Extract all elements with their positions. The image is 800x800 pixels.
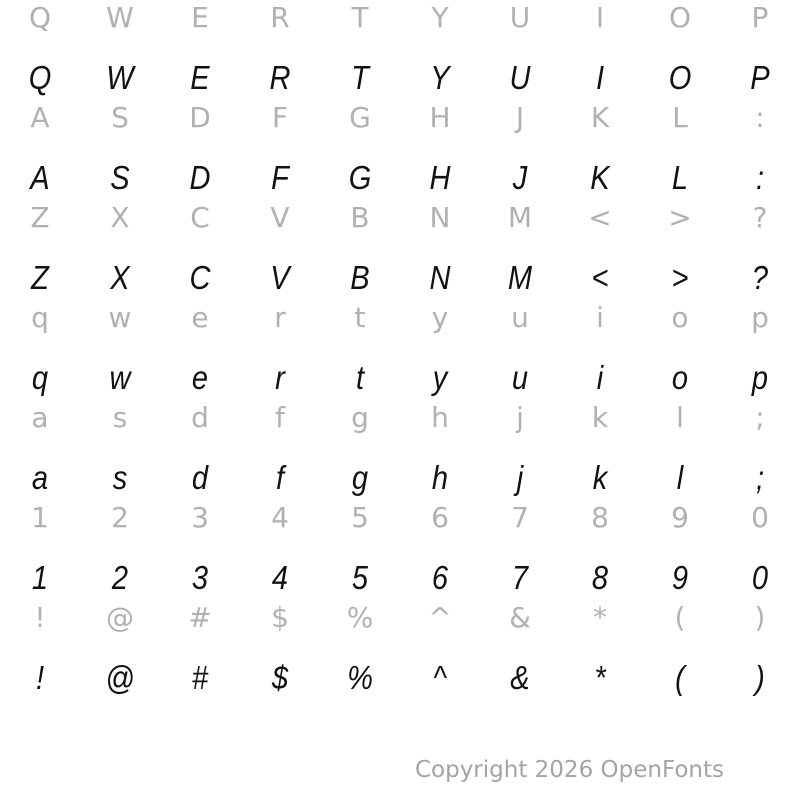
glyph-cell: 8 — [591, 559, 609, 596]
glyph-cell: I — [595, 0, 605, 34]
glyph-cell: S — [110, 159, 130, 196]
glyph-cell: $ — [271, 659, 289, 696]
glyph-cell: 1 — [31, 559, 49, 596]
glyph-cell: 2 — [111, 500, 129, 534]
glyph-cell: R — [270, 0, 290, 34]
glyph-cell: s — [112, 459, 128, 496]
glyph-cell: H — [429, 159, 451, 196]
glyph-cell: 2 — [111, 559, 129, 596]
glyph-cell: 5 — [351, 500, 369, 534]
glyph-cell: 4 — [271, 500, 289, 534]
glyph-cell: ) — [755, 659, 765, 696]
glyph-cell: l — [676, 400, 684, 434]
glyph-cell: ; — [755, 400, 765, 434]
glyph-cell: u — [511, 300, 529, 334]
glyph-cell: F — [271, 159, 289, 196]
glyph-cell: 7 — [511, 500, 529, 534]
glyph-cell: N — [429, 259, 451, 296]
glyph-cell: U — [509, 0, 531, 34]
glyph-cell: w — [109, 359, 131, 396]
glyph-cell: W — [106, 59, 134, 96]
glyph-cell: ) — [754, 600, 766, 634]
glyph-cell: 0 — [751, 500, 769, 534]
char-row-digits-reference — [0, 497, 800, 537]
glyph-cell: < — [588, 200, 612, 234]
glyph-cell: 6 — [431, 500, 449, 534]
glyph-cell: @ — [106, 600, 134, 634]
glyph-cell: ! — [34, 600, 46, 634]
glyph-cell: i — [596, 300, 604, 334]
glyph-cell: P — [750, 59, 770, 96]
glyph-cell: k — [591, 400, 609, 434]
glyph-cell: F — [271, 100, 289, 134]
glyph-cell: H — [429, 100, 451, 134]
glyph-cell: C — [189, 259, 211, 296]
glyph-cell: p — [751, 300, 769, 334]
glyph-cell: D — [189, 159, 211, 196]
glyph-cell: 7 — [511, 559, 529, 596]
glyph-cell: w — [108, 300, 132, 334]
char-row-lowercase-home-specimen — [0, 456, 800, 500]
glyph-cell: R — [269, 59, 291, 96]
glyph-cell: D — [189, 100, 211, 134]
glyph-cell: O — [668, 59, 692, 96]
glyph-cell: @ — [105, 659, 135, 696]
char-row-uppercase-home-reference — [0, 97, 800, 137]
glyph-cell: 3 — [191, 559, 209, 596]
glyph-cell: Y — [431, 0, 449, 34]
glyph-cell: o — [671, 359, 689, 396]
glyph-cell: g — [351, 459, 369, 496]
glyph-cell: y — [431, 300, 449, 334]
glyph-cell: 9 — [671, 500, 689, 534]
glyph-cell: B — [350, 200, 370, 234]
glyph-cell: j — [516, 400, 524, 434]
glyph-cell: I — [595, 59, 605, 96]
glyph-cell: ? — [752, 200, 768, 234]
glyph-cell: ( — [674, 600, 686, 634]
glyph-cell: r — [274, 300, 286, 334]
glyph-cell: # — [191, 659, 209, 696]
glyph-cell: C — [190, 200, 210, 234]
char-row-uppercase-home-specimen — [0, 156, 800, 200]
glyph-cell: a — [31, 400, 49, 434]
glyph-cell: Z — [31, 259, 49, 296]
glyph-cell: ; — [755, 459, 765, 496]
glyph-cell: a — [31, 459, 49, 496]
glyph-cell: h — [431, 459, 449, 496]
glyph-cell: L — [671, 159, 689, 196]
glyph-cell: T — [351, 59, 369, 96]
glyph-cell: i — [596, 359, 604, 396]
glyph-cell: j — [516, 459, 524, 496]
glyph-cell: g — [351, 400, 369, 434]
glyph-cell: % — [346, 600, 374, 634]
char-row-digits-specimen — [0, 556, 800, 600]
glyph-cell: E — [191, 0, 209, 34]
glyph-cell: K — [590, 159, 610, 196]
glyph-cell: U — [509, 59, 531, 96]
char-row-symbols-specimen — [0, 656, 800, 700]
glyph-cell: P — [751, 0, 769, 34]
glyph-cell: $ — [271, 600, 289, 634]
glyph-cell: * — [593, 600, 607, 634]
glyph-cell: : — [755, 100, 765, 134]
glyph-cell: & — [510, 659, 530, 696]
glyph-cell: t — [354, 300, 366, 334]
glyph-cell: G — [348, 159, 372, 196]
glyph-cell: h — [431, 400, 449, 434]
char-row-symbols-reference — [0, 597, 800, 637]
glyph-cell: e — [191, 300, 209, 334]
glyph-cell: M — [507, 200, 533, 234]
glyph-cell: Y — [430, 59, 450, 96]
char-row-uppercase-top-specimen — [0, 56, 800, 100]
glyph-cell: k — [592, 459, 608, 496]
glyph-cell: G — [349, 100, 371, 134]
glyph-cell: T — [351, 0, 369, 34]
char-row-uppercase-top-reference — [0, 0, 800, 37]
glyph-cell: X — [110, 259, 130, 296]
glyph-cell: d — [191, 400, 209, 434]
glyph-cell: % — [347, 659, 373, 696]
glyph-cell: L — [672, 100, 688, 134]
glyph-cell: e — [191, 359, 209, 396]
char-row-lowercase-top-specimen — [0, 356, 800, 400]
glyph-cell: ! — [35, 659, 45, 696]
glyph-cell: 6 — [431, 559, 449, 596]
glyph-cell: 0 — [751, 559, 769, 596]
glyph-cell: J — [515, 100, 525, 134]
glyph-cell: M — [507, 259, 533, 296]
glyph-cell: E — [190, 59, 210, 96]
glyph-cell: > — [671, 259, 689, 296]
glyph-cell: ^ — [428, 600, 452, 634]
glyph-cell: s — [112, 400, 128, 434]
glyph-cell: 3 — [191, 500, 209, 534]
glyph-cell: r — [275, 359, 285, 396]
glyph-cell: * — [594, 659, 606, 696]
glyph-cell: J — [512, 159, 528, 196]
glyph-cell: : — [755, 159, 765, 196]
glyph-cell: < — [591, 259, 609, 296]
glyph-cell: Q — [28, 59, 52, 96]
glyph-cell: Z — [30, 200, 50, 234]
glyph-cell: p — [751, 359, 769, 396]
glyph-cell: A — [30, 159, 50, 196]
glyph-cell: t — [355, 359, 365, 396]
glyph-cell: 9 — [671, 559, 689, 596]
glyph-cell: 1 — [31, 500, 49, 534]
copyright-text: Copyright 2026 OpenFonts — [414, 757, 724, 783]
glyph-cell: o — [671, 300, 689, 334]
glyph-cell: K — [590, 100, 610, 134]
glyph-cell: 5 — [351, 559, 369, 596]
glyph-cell: B — [350, 259, 370, 296]
glyph-cell: u — [511, 359, 529, 396]
glyph-cell: X — [110, 200, 130, 234]
glyph-cell: A — [30, 100, 50, 134]
glyph-cell: V — [270, 259, 290, 296]
glyph-cell: l — [676, 459, 684, 496]
glyph-cell: W — [106, 0, 134, 34]
glyph-cell: q — [31, 300, 49, 334]
glyph-cell: & — [509, 600, 531, 634]
glyph-cell: 4 — [271, 559, 289, 596]
glyph-cell: # — [188, 600, 212, 634]
char-row-lowercase-top-reference — [0, 297, 800, 337]
glyph-cell: N — [429, 200, 451, 234]
glyph-cell: Q — [28, 0, 52, 34]
glyph-cell: y — [432, 359, 448, 396]
glyph-cell: 8 — [591, 500, 609, 534]
char-row-uppercase-bottom-specimen — [0, 256, 800, 300]
glyph-cell: O — [668, 0, 692, 34]
glyph-cell: q — [31, 359, 49, 396]
glyph-cell: S — [111, 100, 129, 134]
glyph-cell: V — [270, 200, 290, 234]
glyph-cell: d — [191, 459, 209, 496]
glyph-cell: f — [275, 459, 285, 496]
glyph-cell: > — [668, 200, 692, 234]
glyph-cell: ( — [675, 659, 685, 696]
char-row-lowercase-home-reference — [0, 397, 800, 437]
glyph-cell: f — [275, 400, 285, 434]
glyph-cell: ? — [751, 259, 769, 296]
glyph-cell: ^ — [433, 659, 447, 696]
char-row-uppercase-bottom-reference — [0, 197, 800, 237]
